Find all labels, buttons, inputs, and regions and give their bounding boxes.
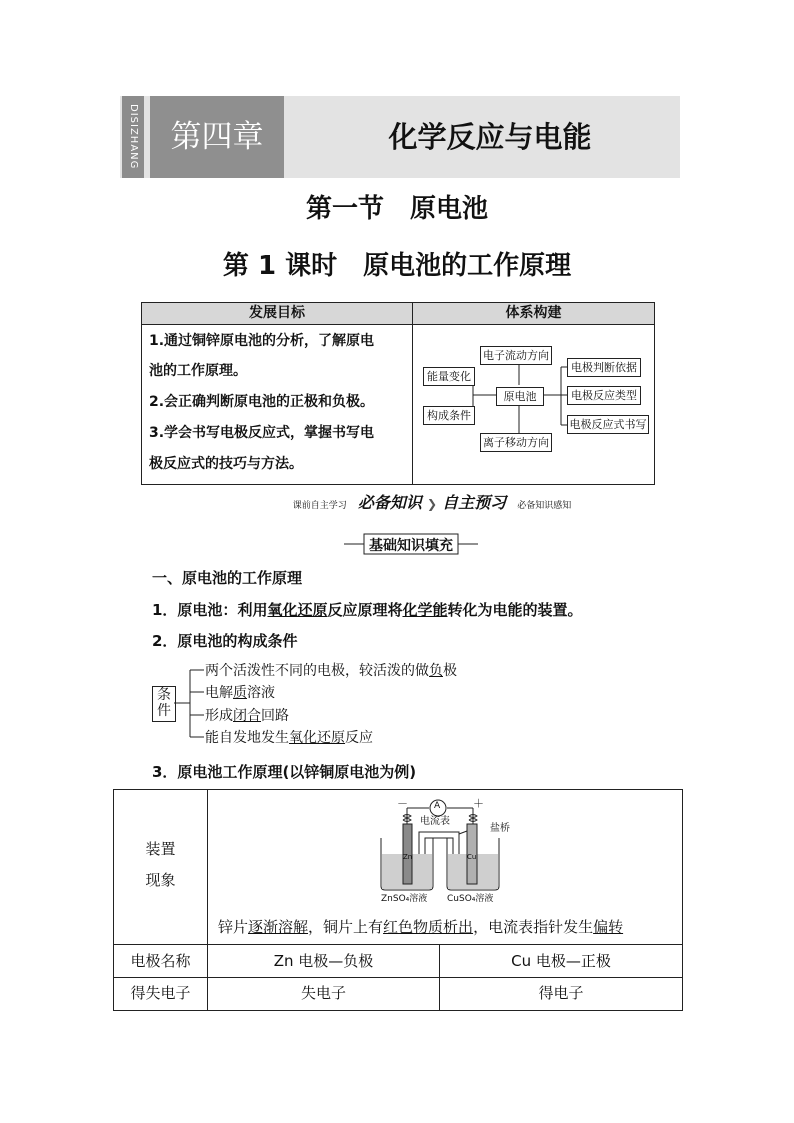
- principle-table: [113, 789, 683, 1011]
- phenomenon-blank: 逐渐溶解: [248, 918, 309, 936]
- study-banner: [152, 490, 712, 512]
- salt-bridge-label: 盐桥: [490, 823, 510, 834]
- condition-text: 反应: [345, 730, 373, 746]
- right-solution-label: CuSO₄溶液: [447, 894, 494, 904]
- phenomenon-part: ，电流表指针发生: [473, 918, 594, 936]
- goals-table: [141, 302, 655, 485]
- condition-text: 溶液: [247, 685, 275, 701]
- conditions-brace: [174, 660, 206, 744]
- section-title: 第一节 原电池: [305, 194, 488, 224]
- goal-line: 3.学会书写电极反应式，掌握书写电: [149, 425, 375, 441]
- phenomenon-part: 锌片: [218, 918, 249, 936]
- condition-text: 两个活泼性不同的电极，较活泼的做: [205, 663, 429, 679]
- diagram-right-item: 电极反应式书写: [567, 415, 649, 434]
- row-label-phenomenon: 现象: [145, 871, 176, 889]
- zn-electrode-name: Zn 电极—负极: [273, 952, 374, 970]
- fill-label: 基础知识填充: [369, 538, 453, 554]
- condition-text: 回路: [261, 708, 289, 724]
- banner-arrow-icon: ❯: [426, 497, 438, 511]
- banner-main2: 自主预习: [442, 493, 507, 512]
- heading-1: 一、原电池的工作原理: [152, 569, 303, 587]
- minus-sign: －: [397, 797, 408, 810]
- condition-text: 形成: [205, 708, 233, 724]
- condition-item: [205, 727, 373, 747]
- condition-text: 极: [443, 663, 457, 679]
- diagram-conditions: 构成条件: [423, 406, 475, 425]
- goals-header: 发展目标: [142, 303, 412, 325]
- left-solution-label: ZnSO₄溶液: [381, 894, 428, 904]
- item-1-mid: 反应原理将: [327, 601, 403, 619]
- chapter-side-tag: DISIZHANG: [122, 96, 144, 178]
- condition-text: 能自发地发生: [205, 730, 289, 746]
- row-label-electrode: 电极名称: [130, 952, 191, 970]
- diagram-energy-change: 能量变化: [423, 367, 475, 386]
- phenomenon-part: ，铜片上有: [308, 918, 384, 936]
- banner-right: 必备知识感知: [517, 501, 572, 511]
- item-1: [152, 599, 583, 620]
- banner-left: 课前自主学习: [292, 501, 347, 511]
- item-3: 3．原电池工作原理(以锌铜原电池为例): [152, 763, 417, 781]
- condition-blank: 质: [233, 685, 247, 701]
- condition-item: [205, 705, 289, 725]
- goal-line: 2.会正确判断原电池的正极和负极。: [149, 394, 375, 410]
- cu-electrode-label: Cu: [467, 853, 477, 861]
- diagram-ion-migration: 离子移动方向: [480, 433, 552, 452]
- condition-blank: 氧化还原: [289, 730, 345, 746]
- lesson-title: 第 1 课时 原电池的工作原理: [222, 251, 572, 281]
- phenomenon-blank: 红色物质析出: [383, 918, 474, 936]
- chapter-number: 第四章: [150, 96, 284, 178]
- item-1-blank-1: 氧化还原: [267, 601, 328, 619]
- chapter-title: 化学反应与电能: [388, 120, 592, 154]
- diagram-electron-flow: 电子流动方向: [480, 346, 552, 365]
- condition-blank: 闭合: [233, 708, 261, 724]
- table-divider: [114, 944, 682, 945]
- ammeter-label: 电流表: [420, 816, 450, 827]
- item-2: 2．原电池的构成条件: [152, 632, 298, 650]
- condition-text: 电解: [205, 685, 233, 701]
- cu-electrode-name: Cu 电极—正极: [511, 952, 611, 970]
- zn-electrode-label: Zn: [403, 853, 413, 861]
- condition-item: [205, 682, 275, 702]
- row-label-device: 装置: [145, 840, 176, 858]
- condition-item: [205, 660, 457, 680]
- ammeter-icon: A: [434, 801, 441, 811]
- phenomenon-blank: 偏转: [593, 918, 624, 936]
- banner-main1: 必备知识: [357, 493, 422, 512]
- diagram-right-item: 电极反应类型: [567, 386, 641, 405]
- item-1-blank-2: 化学能: [402, 601, 448, 619]
- row-label-electron: 得失电子: [130, 984, 191, 1002]
- plus-sign: ＋: [473, 797, 484, 810]
- cu-electron: 得电子: [538, 984, 584, 1002]
- goal-line: 1.通过铜锌原电池的分析，了解原电: [149, 333, 375, 349]
- diagram-center: 原电池: [496, 387, 544, 406]
- goal-line: 极反应式的技巧与方法。: [149, 456, 303, 472]
- zn-electron: 失电子: [300, 984, 346, 1002]
- condition-blank: 负: [429, 663, 443, 679]
- goal-line: 池的工作原理。: [149, 363, 247, 379]
- item-1-suffix: 转化为电能的装置。: [447, 601, 583, 619]
- table-divider: [114, 977, 682, 978]
- diagram-right-item: 电极判断依据: [567, 358, 641, 377]
- phenomenon-text: [214, 916, 678, 937]
- structure-header: 体系构建: [413, 303, 654, 325]
- item-1-prefix: 1．原电池：利用: [152, 601, 268, 619]
- conditions-label: 条件: [152, 686, 176, 722]
